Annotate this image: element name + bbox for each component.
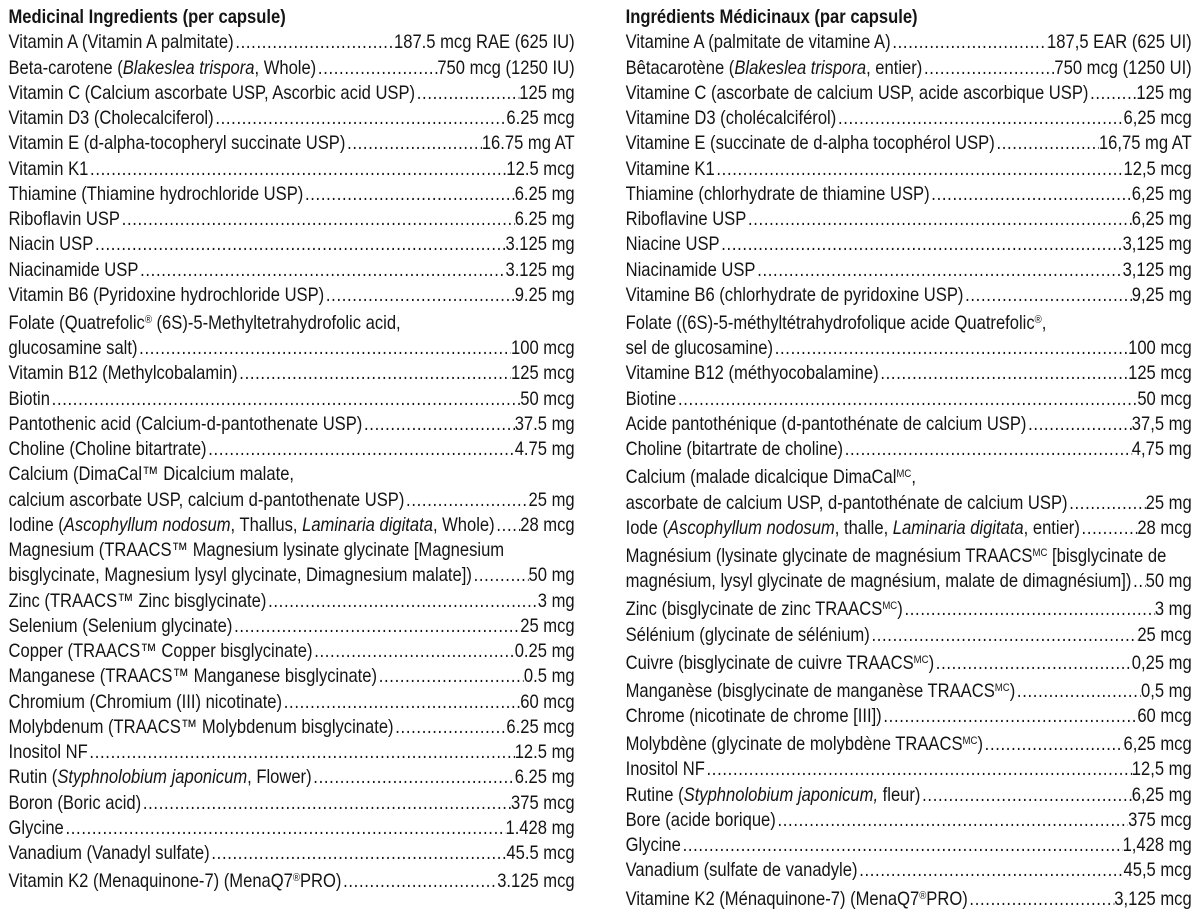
ingredient-name: Vitamine C (ascorbate de calcium USP, acide ascorbique USP) <box>625 81 1089 104</box>
dot-leader <box>238 361 511 386</box>
dot-leader <box>903 597 1155 622</box>
dot-leader <box>715 157 1124 182</box>
dot-leader <box>214 106 507 131</box>
ingredient-name: Iodine (Ascophyllum nodosum, Thallus, Laminaria digitata, Whole) <box>8 513 495 536</box>
ingredient-name: Vitamine B12 (méthyocobalamine) <box>625 362 879 385</box>
dot-leader <box>377 664 524 689</box>
ingredient-value: 25 mcg <box>1137 623 1192 646</box>
ingredient-name: Niacinamide USP <box>625 258 756 281</box>
ingredient-row <box>9 715 575 740</box>
ingredient-value: 100 mcg <box>511 337 575 360</box>
ingredient-row <box>626 387 1192 412</box>
ingredient-name: Manganèse (bisglycinate de manganèse $TRAACS^{MC}$) <box>625 679 1016 702</box>
ingredient-name: Vitamin A (Vitamin A palmitate) <box>8 31 234 54</box>
ingredient-name: Choline (bitartrate de choline) <box>625 438 844 461</box>
ingredient-value: 28 mcg <box>1137 516 1192 539</box>
ingredient-name: Vanadium (sulfate de vanadyle) <box>625 859 858 882</box>
ingredient-name: Bore (acide borique) <box>625 808 776 831</box>
dot-leader <box>93 232 505 257</box>
ingredient-value: 1,428 mg <box>1122 834 1192 857</box>
ingredient-name: Choline (Choline bitartrate) <box>8 438 207 461</box>
ingredient-value: 3.125 mcg <box>497 870 575 893</box>
dot-leader <box>755 258 1122 283</box>
ingredient-row <box>626 858 1192 883</box>
ingredient-row <box>626 729 1192 757</box>
ingredient-row <box>626 308 1192 336</box>
dot-leader <box>345 131 481 156</box>
ingredient-name: sel de glucosamine) <box>625 337 774 360</box>
ingredient-value: 45,5 mcg <box>1123 859 1192 882</box>
dot-leader <box>983 732 1124 757</box>
ingredient-name: ascorbate de calcium USP, d-pantothénate de calcium USP) <box>625 491 1068 514</box>
ingredient-row <box>9 816 575 841</box>
dot-leader <box>1088 81 1136 106</box>
ingredient-value: 1.428 mg <box>505 816 575 839</box>
ingredient-row <box>626 704 1192 729</box>
ingredient-name: Rutin (Styphnolobium japonicum, Flower) <box>8 766 312 789</box>
ingredient-row <box>9 513 575 538</box>
ingredient-row <box>626 106 1192 131</box>
ingredient-name: magnésium, lysyl glycinate de magnésium, malate de dimagnésium]) <box>625 570 1132 593</box>
ingredient-value: 9,25 mg <box>1131 283 1192 306</box>
ingredient-value: 6,25 mcg <box>1123 733 1192 756</box>
ingredient-value: 16.75 mg AT <box>481 132 575 155</box>
ingredient-value: 750 mcg (1250 IU) <box>437 56 575 79</box>
ingredient-name: Folate ((6S)-5-méthyltétrahydrofolique acide Quatrefolic®, <box>625 311 1047 334</box>
ingredient-name: Molybdène (glycinate de molybdène $TRAACS^{MC}$) <box>625 733 983 756</box>
dot-leader <box>995 131 1099 156</box>
ingredient-value: 12.5 mg <box>514 741 575 764</box>
ingredient-name: Vitamin K1 <box>8 157 89 180</box>
ingredient-row <box>9 488 575 513</box>
ingredient-name: Boron (Boric acid) <box>8 791 142 814</box>
ingredient-row <box>626 833 1192 858</box>
ingredient-row <box>626 808 1192 833</box>
ingredient-name: Vitamin C (Calcium ascorbate USP, Ascorbic acid USP) <box>8 81 416 104</box>
dot-leader <box>64 816 506 841</box>
ingredient-name: Biotine <box>625 387 677 410</box>
ingredient-name: Vanadium (Vanadyl sulfate) <box>8 842 210 865</box>
ingredient-row <box>9 232 575 257</box>
ingredient-name: Acide pantothénique (d-pantothénate de calcium USP) <box>625 412 1027 435</box>
ingredient-row <box>626 30 1192 55</box>
dot-leader <box>472 563 529 588</box>
ingredient-name: Inositol NF <box>8 741 88 764</box>
ingredient-row <box>626 258 1192 283</box>
ingredient-value: 25 mcg <box>520 614 575 637</box>
ingredient-value: 375 mcg <box>1128 808 1192 831</box>
dot-leader <box>141 791 511 816</box>
ingredient-name: Bêtacarotène (Blakeslea trispora, entier) <box>625 56 923 79</box>
dot-leader <box>324 283 515 308</box>
dot-leader <box>404 488 528 513</box>
ingredient-name: Glycine <box>8 816 64 839</box>
ingredient-row <box>9 866 575 894</box>
ingredient-value: 12.5 mcg <box>506 157 575 180</box>
dot-leader <box>120 207 515 232</box>
ingredient-row <box>9 791 575 816</box>
ingredient-name: Vitamin D3 (Cholecalciferol) <box>8 107 214 129</box>
dot-leader <box>930 182 1132 207</box>
ingredient-row <box>9 308 575 336</box>
dot-leader <box>968 887 1115 912</box>
ingredient-value: 9.25 mg <box>514 283 575 306</box>
ingredient-value: 3.125 mg <box>505 233 575 256</box>
ingredient-name: Manganese (TRAACS™ Manganese bisglycinate) <box>8 665 378 688</box>
dot-leader <box>776 808 1128 833</box>
ingredient-name: Thiamine (chlorhydrate de thiamine USP) <box>625 182 930 205</box>
ingredient-name: Magnésium (lysinate glycinate de magnésium $TRAACS^{MC}$ [bisglycinate de <box>625 544 1167 567</box>
ingredient-value: 6.25 mcg <box>506 107 575 129</box>
ingredient-value: 6,25 mcg <box>1123 107 1192 129</box>
ingredient-value: 50 mcg <box>520 387 575 410</box>
dot-leader <box>394 715 507 740</box>
dot-leader <box>495 513 521 538</box>
ingredient-row <box>9 336 575 361</box>
ingredient-value: 6.25 mg <box>514 182 575 205</box>
ingredient-value: 125 mcg <box>1128 362 1192 385</box>
dot-leader <box>138 258 505 283</box>
dot-leader <box>207 437 515 462</box>
dot-leader <box>773 336 1128 361</box>
ingredient-value: 50 mg <box>528 564 575 587</box>
ingredient-row <box>9 387 575 412</box>
ingredient-value: 100 mcg <box>1128 337 1192 360</box>
ingredient-name: Calcium (malade dicalcique DimaCal$^{MC}$, <box>625 466 916 489</box>
ingredient-value: 0.25 mg <box>514 640 575 663</box>
ingredient-row <box>626 623 1192 648</box>
dot-leader <box>50 387 520 412</box>
dot-leader <box>312 639 514 664</box>
ingredient-name: Cuivre (bisglycinate de cuivre $TRAACS^{MC}$) <box>625 651 935 674</box>
ingredient-value: 50 mg <box>1145 570 1192 593</box>
dot-leader <box>415 81 519 106</box>
ingredient-row <box>626 648 1192 676</box>
dot-leader <box>282 690 520 715</box>
ingredient-value: 28 mcg <box>520 513 575 536</box>
ingredient-row <box>9 258 575 283</box>
ingredient-row <box>9 361 575 386</box>
dot-leader <box>1015 679 1141 704</box>
ingredient-value: 3 mg <box>1154 598 1192 621</box>
dot-leader <box>963 283 1131 308</box>
ingredient-row <box>626 594 1192 622</box>
dot-leader <box>891 30 1047 55</box>
ingredient-name: Thiamine (Thiamine hydrochloride USP) <box>8 182 304 205</box>
ingredient-row <box>9 589 575 614</box>
ingredient-name: Sélénium (glycinate de sélénium) <box>625 623 870 646</box>
ingredient-name: Riboflavin USP <box>8 208 120 230</box>
dot-leader <box>1068 491 1146 516</box>
ingredient-row <box>9 283 575 308</box>
dot-leader <box>137 336 511 361</box>
ingredient-value: 60 mcg <box>520 690 575 713</box>
ingredient-name: Inositol NF <box>625 758 705 781</box>
ingredient-name: Vitamin K2 (Menaquinone-7) (MenaQ7®PRO) <box>8 870 342 893</box>
ingredient-name: Vitamine E (succinate de d-alpha tocophérol USP) <box>625 132 995 155</box>
ingredients-column-fr <box>626 5 1192 912</box>
ingredient-row <box>626 131 1192 156</box>
dot-leader <box>88 740 515 765</box>
dot-leader <box>234 30 394 55</box>
dot-leader <box>836 106 1123 131</box>
ingredient-value: 12,5 mcg <box>1123 157 1192 180</box>
ingredient-row <box>626 412 1192 437</box>
dot-leader <box>1080 516 1137 541</box>
ingredient-name: Zinc (TRAACS™ Zinc bisglycinate) <box>8 589 267 612</box>
dot-leader <box>720 232 1123 257</box>
ingredient-name: Zinc (bisglycinate de zinc $TRAACS^{MC}$) <box>625 598 903 621</box>
ingredient-row <box>9 614 575 639</box>
ingredient-value: 0,5 mg <box>1141 679 1192 702</box>
ingredient-value: 6.25 mcg <box>506 715 575 738</box>
ingredient-row <box>626 676 1192 704</box>
ingredient-name: Calcium (DimaCal™ Dicalcium malate, <box>8 463 295 486</box>
ingredient-value: 125 mg <box>519 81 575 104</box>
ingredient-row <box>9 30 575 55</box>
ingredient-row <box>626 569 1192 594</box>
ingredient-row <box>9 412 575 437</box>
dot-leader <box>843 437 1132 462</box>
ingredient-name: Selenium (Selenium glycinate) <box>8 614 233 637</box>
dot-leader <box>681 833 1123 858</box>
ingredient-value: 60 mcg <box>1137 705 1192 727</box>
dot-leader <box>362 412 514 437</box>
ingredient-row <box>9 841 575 866</box>
ingredient-value: 0,25 mg <box>1131 651 1192 674</box>
ingredient-name: Pantothenic acid (Calcium-d-pantothenate USP) <box>8 412 363 435</box>
ingredient-name: Copper (TRAACS™ Copper bisglycinate) <box>8 640 313 663</box>
ingredient-name: Vitamine B6 (chlorhydrate de pyridoxine USP) <box>625 283 964 306</box>
column-header-en: Medicinal Ingredients (per capsule) <box>8 6 286 28</box>
ingredient-name: Molybdenum (TRAACS™ Molybdenum bisglycinate) <box>8 715 394 738</box>
ingredient-value: 187,5 EAR (625 UI) <box>1047 31 1192 54</box>
ingredient-name: Riboflavine USP <box>625 208 747 230</box>
ingredient-value: 45.5 mcg <box>506 842 575 865</box>
ingredient-value: 3 mg <box>537 589 575 612</box>
ingredient-value: 6,25 mg <box>1131 182 1192 205</box>
dot-leader <box>1026 412 1131 437</box>
ingredient-name: Vitamin B12 (Methylcobalamin) <box>8 362 238 385</box>
ingredient-row <box>9 81 575 106</box>
dot-leader <box>303 182 514 207</box>
ingredient-row <box>626 232 1192 257</box>
ingredient-value: 125 mg <box>1136 81 1192 104</box>
ingredient-row <box>9 157 575 182</box>
ingredient-name: Folate (Quatrefolic® (6S)-5-Methyltetrahydrofolic acid, <box>8 311 401 334</box>
ingredient-row <box>626 516 1192 541</box>
ingredient-row <box>9 207 575 232</box>
ingredient-row <box>9 437 575 462</box>
ingredient-name: calcium ascorbate USP, calcium d-pantothenate USP) <box>8 488 405 511</box>
dot-leader <box>746 207 1132 232</box>
ingredient-name: Iode (Ascophyllum nodosum, thalle, Laminaria digitata, entier) <box>625 516 1080 539</box>
ingredient-row <box>626 884 1192 912</box>
ingredient-name: Vitamine A (palmitate de vitamine A) <box>625 31 891 54</box>
ingredient-row <box>9 131 575 156</box>
ingredient-value: 50 mcg <box>1137 387 1192 410</box>
ingredient-row <box>626 56 1192 81</box>
ingredient-value: 37,5 mg <box>1131 412 1192 435</box>
ingredient-value: 16,75 mg AT <box>1098 132 1192 155</box>
ingredient-value: 6.25 mg <box>514 208 575 230</box>
ingredient-value: 4.75 mg <box>514 438 575 461</box>
ingredient-row <box>626 462 1192 490</box>
ingredient-name: Vitamine D3 (cholécalciférol) <box>625 107 837 129</box>
ingredient-row <box>626 157 1192 182</box>
ingredient-name: Rutine (Styphnolobium japonicum, fleur) <box>625 783 921 806</box>
dot-leader <box>232 614 520 639</box>
ingredient-value: 125 mcg <box>511 362 575 385</box>
ingredient-row <box>9 538 575 563</box>
dot-leader <box>857 858 1123 883</box>
ingredient-name: glucosamine salt) <box>8 337 138 360</box>
ingredient-row <box>626 757 1192 782</box>
dot-leader <box>316 56 437 81</box>
ingredient-row <box>626 783 1192 808</box>
ingredient-row <box>9 765 575 790</box>
ingredient-row <box>626 541 1192 569</box>
ingredient-value: 6.25 mg <box>514 766 575 789</box>
dot-leader <box>266 589 537 614</box>
dot-leader <box>922 56 1054 81</box>
ingredient-value: 750 mcg (1250 UI) <box>1054 56 1192 79</box>
ingredient-row <box>626 283 1192 308</box>
ingredient-name: Biotin <box>8 387 50 410</box>
ingredient-value: 25 mg <box>1145 491 1192 514</box>
ingredient-name: Vitamin E (d-alpha-tocopheryl succinate USP) <box>8 132 346 155</box>
ingredients-column-en <box>9 5 575 912</box>
dot-leader <box>676 387 1137 412</box>
ingredient-row <box>9 182 575 207</box>
ingredient-value: 3,125 mg <box>1122 233 1192 256</box>
ingredient-row <box>9 462 575 487</box>
dot-leader <box>934 651 1132 676</box>
ingredient-row <box>9 664 575 689</box>
dot-leader <box>312 765 515 790</box>
dot-leader <box>1131 569 1145 594</box>
ingredient-value: 25 mg <box>528 488 575 511</box>
ingredient-value: 3,125 mg <box>1122 258 1192 281</box>
dot-leader <box>879 361 1128 386</box>
ingredient-row <box>626 207 1192 232</box>
ingredient-name: Glycine <box>625 834 681 857</box>
dot-leader <box>705 757 1132 782</box>
ingredient-row <box>626 336 1192 361</box>
ingredient-row <box>626 361 1192 386</box>
ingredient-value: 3,125 mcg <box>1114 887 1192 910</box>
ingredient-value: 6,25 mg <box>1131 208 1192 230</box>
column-header-fr: Ingrédients Médicinaux (par capsule) <box>625 6 918 28</box>
ingredient-name: Niacin USP <box>8 233 94 256</box>
ingredient-row <box>626 182 1192 207</box>
ingredient-name: bisglycinate, Magnesium lysyl glycinate, Dimagnesium malate]) <box>8 564 472 587</box>
ingredient-row <box>9 56 575 81</box>
ingredient-name: Magnesium (TRAACS™ Magnesium lysinate glycinate [Magnesium <box>8 539 505 562</box>
dot-leader <box>870 623 1138 648</box>
ingredient-name: Vitamin B6 (Pyridoxine hydrochloride USP) <box>8 283 325 306</box>
dot-leader <box>920 783 1131 808</box>
ingredient-row <box>626 81 1192 106</box>
ingredient-row <box>9 690 575 715</box>
ingredient-name: Vitamine K1 <box>625 157 715 180</box>
ingredient-name: Niacinamide USP <box>8 258 139 281</box>
ingredient-value: 12,5 mg <box>1131 758 1192 781</box>
dot-leader <box>882 704 1138 729</box>
dot-leader <box>210 841 507 866</box>
ingredient-name: Chrome (nicotinate de chrome [III]) <box>625 705 882 727</box>
ingredient-value: 187.5 mcg RAE (625 IU) <box>394 31 575 54</box>
ingredient-value: 375 mcg <box>511 791 575 814</box>
ingredient-row <box>9 639 575 664</box>
ingredient-name: Beta-carotene (Blakeslea trispora, Whole) <box>8 56 317 79</box>
ingredient-row <box>9 563 575 588</box>
ingredient-value: 37.5 mg <box>514 412 575 435</box>
dot-leader <box>341 869 497 894</box>
ingredient-row <box>9 106 575 131</box>
ingredient-name: Niacine USP <box>625 233 720 256</box>
ingredient-name: Vitamine K2 (Ménaquinone-7) (MenaQ7®PRO) <box>625 887 968 910</box>
ingredient-value: 6,25 mg <box>1131 783 1192 806</box>
ingredient-row <box>626 491 1192 516</box>
ingredient-value: 3.125 mg <box>505 258 575 281</box>
ingredient-row <box>9 740 575 765</box>
dot-leader <box>88 157 506 182</box>
ingredient-name: Chromium (Chromium (III) nicotinate) <box>8 690 283 713</box>
ingredient-row <box>626 437 1192 462</box>
ingredient-value: 0.5 mg <box>523 665 575 688</box>
ingredient-value: 4,75 mg <box>1131 438 1192 461</box>
